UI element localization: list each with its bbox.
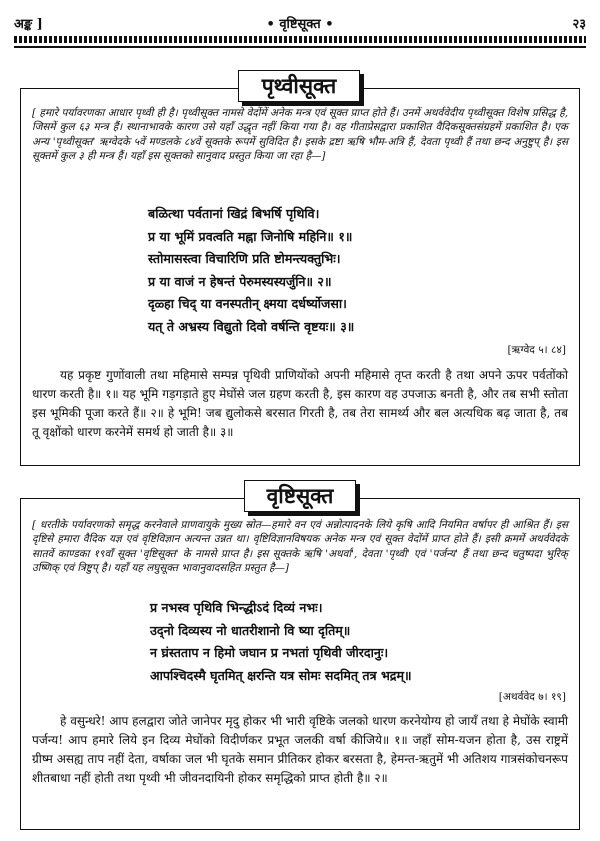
verse-line: प्र नभस्व पृथिवि भिन्द्धीऽदं दिव्यं नभः। [150,600,323,615]
page-number: २३ [572,17,586,32]
verse-line: न घ्रंस्तताप न हिमो जघान प्र नभतां पृथिवी जीरदानुः। [150,645,389,660]
verse-line: बळित्था पर्वतानां खिद्रं बिभर्षि पृथिवि। [148,206,320,221]
verse-line: आपश्चिदस्मै घृतमित् क्षरन्ति यत्र सोमः सदमित् तत्र भद्रम्॥ [150,667,412,683]
vrishti-sukta-intro-note: [ धरतीके पर्यावरणको समृद्ध करनेवाले प्राणवायुके मुख्य स्रोत—हमारे वन एवं अन्नोत्पादनके लिये कृषि आदि नियमित वर्षापर ही आश्रित हैं। इस दृष्टिसे हमारा वैदिक यज्ञ एवं वृष्टिविज्ञान अत्यन्त उन्नत था। वृष्टिविज्ञानविषयक अनेक मन्त्र एवं सूक्त वेदोंमें प्राप्त होते हैं। इसी क्रममें अथर्ववेदके सातवें काण्डका १९वाँ सूक्त 'वृष्टिसूक्त' के नामसे प्राप्त है। इस सूक्तके ऋषि 'अथर्वा', देवता 'पृथ्वी' एवं 'पर्जन्य' हैं तथा छन्द चतुष्पदा भुरिक् उष्णिक् एवं त्रिष्टुप् है। यहाँ यह लघुसूक्त भावानुवादसहित प्रस्तुत है—] [32,519,568,574]
verse-line: यत् ते अभ्रस्य विद्युतो दिवो वर्षन्ति वृष्टयः॥ ३॥ [148,318,355,334]
vrishti-sukta-translation: हे वसुन्धरे! आप हलद्वारा जोते जानेपर मृदु होकर भी भारी वृष्टिके जलको धारण करनेयोग्य हो जायँ तथा हे मेघोंके स्वामी पर्जन्य! आप हमारे लिये इन दिव्य मेघोंको विदीर्णकर प्रभूत जलकी वर्षा कीजिये॥ १॥ जहाँ सोम-यजन होता है, उस राष्ट्रमें ग्रीष्म असह्य ताप नहीं देता, वर्षाका जल भी घृतके समान प्रीतिकर होकर बरसता है, हेमन्त-ऋतुमें भी अतिशय गात्रसंकोचनरूप शीतबाधा नहीं होती तथा पृथ्वी भी जीवनदायिनी होकर समृद्धिको प्राप्त होती है॥ २॥ [32,714,568,785]
prithvi-sukta-title: पृथ्वीसूक्त [238,70,360,102]
issue-label: अङ्क ] [14,17,43,32]
prithvi-sukta-reference: [ऋग्वेद ५। ८४] [507,344,566,356]
prithvi-sukta-intro-note: [ हमारे पर्यावरणका आधार पृथ्वी ही है। पृथ्वीसूक्त नामसे वेदोंमें अनेक मन्त्र एवं सूक्त प्राप्त होते हैं। उनमें अथर्ववेदीय पृथ्वीसूक्त विशेष प्रसिद्ध है, जिसमें कुल ६३ मन्त्र हैं। स्थानाभावके कारण उसे यहाँ उद्धृत नहीं किया गया है। वह गीताप्रेसद्वारा प्रकाशित वैदिकसूक्तसंग्रहमें प्रकाशित है। एक अन्य 'पृथ्वीसूक्त' ऋग्वेदके ५वें मण्डलके ८४वें सूक्तके रूपमें सुविदित है। इसके द्रष्टा ऋषि भौम-अत्रि हैं, देवता पृथ्वी हैं तथा छन्द अनुष्टुप् है। इस सूक्तमें कुल ३ ही मन्त्र हैं। यहाँ इस सूक्तको सानुवाद प्रस्तुत किया जा रहा है—] [32,107,568,162]
verse-line: स्तोमासस्त्वा विचारिणि प्रति ष्टोमन्त्यक्तुभिः। [148,251,341,266]
verse-line: दृळ्हा चिद् या वनस्पतीन् क्ष्मया दर्धर्ष्योजसा। [148,296,347,311]
verse-line: उद्नो दिव्यस्य नो धातरीशानो वि ष्या दृतिम्॥ [150,622,351,638]
page-header [14,14,586,32]
header-rule [14,46,586,48]
verse-line: प्र या वाजं न हेषन्तं पेरुमस्यस्यर्जुनि॥ २॥ [148,273,332,289]
header-ornament-divider [14,36,586,43]
vrishti-sukta-title: वृष्टिसूक्त [244,480,356,512]
prithvi-sukta-verses [148,203,528,338]
prithvi-sukta-translation: यह प्रकृष्ट गुणोंवाली तथा महिमासे सम्पन्न पृथिवी प्राणियोंको अपनी महिमासे तृप्त करती है तथा अपने ऊपर पर्वतोंको धारण करती है॥ १॥ यह भूमि गड़गड़ाते हुए मेघोंसे जल ग्रहण करती है, इस कारण वह उपजाऊ बनती है, और तब सभी स्तोता इस भूमिकी पूजा करते हैं॥ २॥ हे भूमि! जब द्युलोकसे बरसात गिरती है, तब तेरा सामर्थ्य और बल अत्यधिक बढ़ जाता है, तब तू वृक्षोंको धारण करनेमें समर्थ हो जाती है॥ ३॥ [32,368,568,439]
vrishti-sukta-verses [150,597,550,687]
verse-line: प्र या भूमिं प्रवत्वति मह्ना जिनोषि महिनि॥ १॥ [148,228,353,244]
running-title: • वृष्टिसूक्त • [266,17,334,32]
vrishti-sukta-reference: [अथर्ववेद ७। १९] [498,691,566,703]
